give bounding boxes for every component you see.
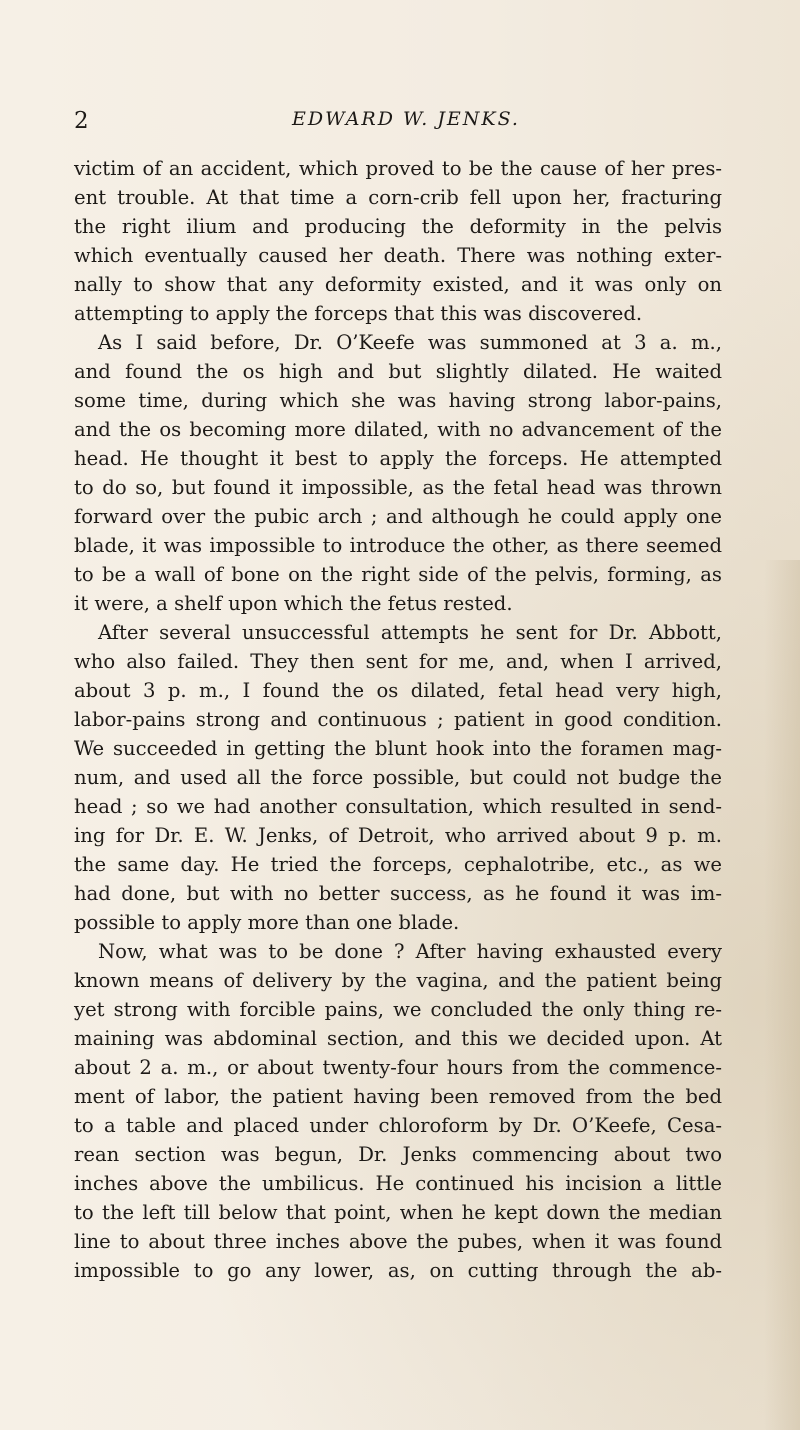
- text-line: yet strong with forcible pains, we concluded the only thing re-: [74, 998, 722, 1021]
- text-line: it were, a shelf upon which the fetus rested.: [74, 592, 513, 615]
- text-line: ment of labor, the patient having been removed from the bed: [74, 1085, 722, 1108]
- text-line: about 3 p. m., I found the os dilated, fetal head very high,: [74, 679, 722, 702]
- text-line: and found the os high and but slightly dilated. He waited: [74, 360, 722, 383]
- text-line: to do so, but found it impossible, as the fetal head was thrown: [74, 476, 722, 499]
- text-line: rean section was begun, Dr. Jenks commencing about two: [74, 1143, 722, 1166]
- text-line: blade, it was impossible to introduce the other, as there seemed: [74, 534, 722, 557]
- text-line: num, and used all the force possible, but could not budge the: [74, 766, 722, 789]
- text-line: nally to show that any deformity existed, and it was only on: [74, 273, 722, 296]
- text-line: known means of delivery by the vagina, and the patient being: [74, 969, 722, 992]
- text-line: inches above the umbilicus. He continued his incision a little: [74, 1172, 722, 1195]
- text-line: Now, what was to be done ? After having exhausted every: [98, 940, 722, 963]
- text-line: ing for Dr. E. W. Jenks, of Detroit, who arrived about 9 p. m.: [74, 824, 722, 847]
- text-line: which eventually caused her death. There was nothing exter-: [74, 244, 722, 267]
- text-line: to be a wall of bone on the right side of the pelvis, forming, as: [74, 563, 722, 586]
- text-line: some time, during which she was having strong labor-pains,: [74, 389, 722, 412]
- text-line: We succeeded in getting the blunt hook into the foramen mag-: [74, 737, 722, 760]
- text-line: the same day. He tried the forceps, cephalotribe, etc., as we: [74, 853, 722, 876]
- text-line: and the os becoming more dilated, with no advancement of the: [74, 418, 722, 441]
- page-edge-shadow: [764, 560, 800, 1430]
- text-line: labor-pains strong and continuous ; patient in good condition.: [74, 708, 722, 731]
- body-text: [74, 154, 722, 1285]
- text-line: had done, but with no better success, as he found it was im-: [74, 882, 722, 905]
- text-line: to a table and placed under chloroform by Dr. O’Keefe, Cesa-: [74, 1114, 722, 1137]
- text-line: who also failed. They then sent for me, and, when I arrived,: [74, 650, 722, 673]
- running-title: EDWARD W. JENKS.: [292, 108, 520, 130]
- text-line: line to about three inches above the pubes, when it was found: [74, 1230, 722, 1253]
- page-number: 2: [74, 108, 90, 134]
- text-line: the right ilium and producing the deformity in the pelvis: [74, 215, 722, 238]
- text-line: impossible to go any lower, as, on cutting through the ab-: [74, 1259, 722, 1282]
- text-line: possible to apply more than one blade.: [74, 911, 460, 934]
- text-line: ent trouble. At that time a corn-crib fell upon her, fracturing: [74, 186, 722, 209]
- text-line: head ; so we had another consultation, which resulted in send-: [74, 795, 722, 818]
- text-line: forward over the pubic arch ; and although he could apply one: [74, 505, 722, 528]
- text-line: to the left till below that point, when he kept down the median: [74, 1201, 722, 1224]
- text-line: attempting to apply the forceps that this was discovered.: [74, 302, 643, 325]
- text-line: head. He thought it best to apply the forceps. He attempted: [74, 447, 722, 470]
- text-line: about 2 a. m., or about twenty-four hours from the commence-: [74, 1056, 722, 1079]
- text-line: victim of an accident, which proved to be the cause of her pres-: [74, 157, 722, 180]
- text-line: As I said before, Dr. O’Keefe was summoned at 3 a. m.,: [98, 331, 722, 354]
- text-line: After several unsuccessful attempts he sent for Dr. Abbott,: [98, 621, 722, 644]
- text-line: maining was abdominal section, and this we decided upon. At: [74, 1027, 722, 1050]
- page-header: [74, 108, 718, 138]
